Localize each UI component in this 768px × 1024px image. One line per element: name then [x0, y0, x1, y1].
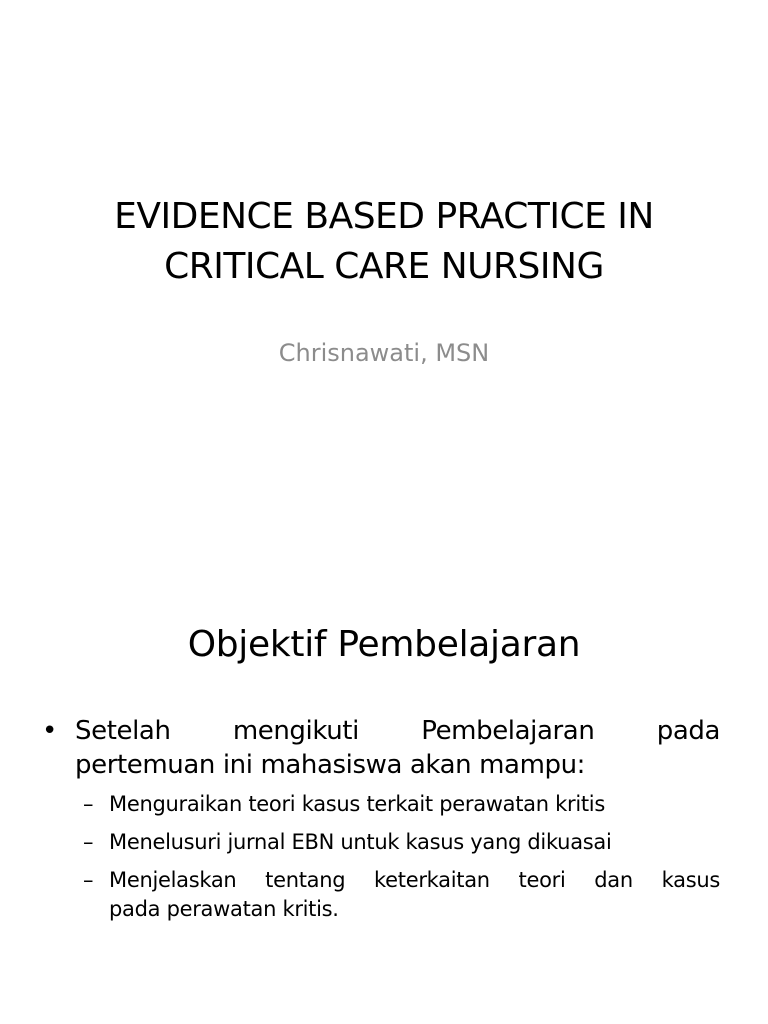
sub-bullet-item — [83, 790, 720, 819]
sub-bullet-list — [40, 790, 720, 924]
sub-bullet-text: Menelusuri jurnal EBN untuk kasus yang dikuasai — [109, 830, 612, 854]
dash-mark: – — [83, 792, 94, 816]
slide-subtitle: Chrisnawati, MSN — [278, 339, 490, 367]
slide-title-line-2: CRITICAL CARE NURSING — [164, 246, 604, 287]
sub-bullet-item — [83, 828, 720, 857]
dash-mark: – — [83, 868, 94, 892]
sub-bullet-text-line-2: pada perawatan kritis. — [109, 897, 339, 921]
slide-title-line-1: EVIDENCE BASED PRACTICE IN — [114, 196, 654, 237]
sub-bullet-item — [83, 866, 720, 924]
objectives-slide — [0, 576, 768, 1024]
slide-title — [30, 192, 738, 292]
bullet-text-line-2: pertemuan ini mahasiswa akan mampu: — [75, 750, 586, 780]
sub-bullet-text: Menguraikan teori kasus terkait perawatan kritis — [109, 792, 605, 816]
objectives-body — [40, 714, 720, 933]
objectives-title: Objektif Pembelajaran — [187, 624, 581, 665]
bullet-text-line-1: Setelah mengikuti Pembelajaran pada — [75, 716, 720, 746]
bullet-mark: • — [42, 716, 57, 746]
bullet-item — [40, 714, 720, 782]
sub-bullet-text-line-1: Menjelaskan tentang keterkaitan teori dan kasus — [109, 868, 720, 892]
dash-mark: – — [83, 830, 94, 854]
